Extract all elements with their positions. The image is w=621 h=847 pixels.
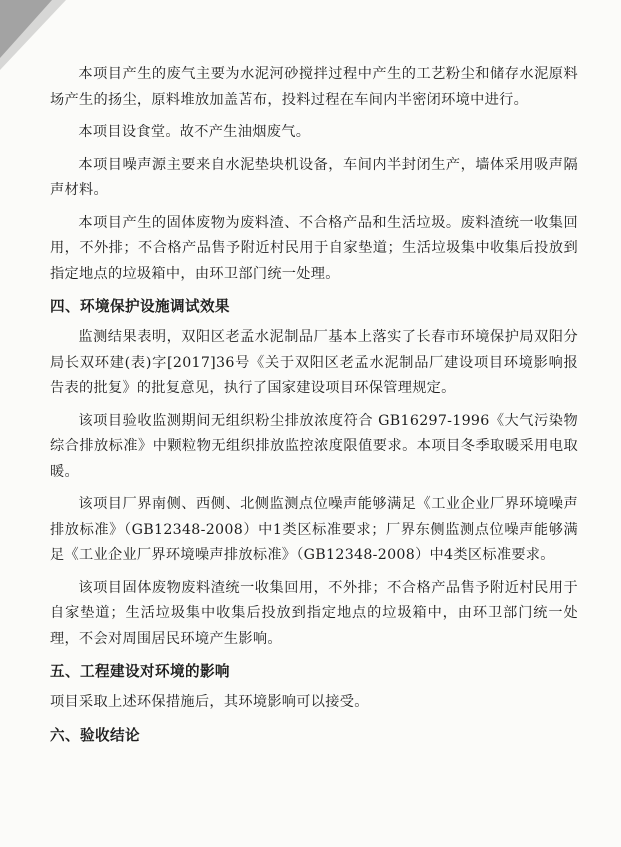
paragraph-noise-source: 本项目噪声源主要来自水泥垫块机设备，车间内半封闭生产，墙体采用吸声隔声材料。 — [50, 156, 578, 198]
document-body — [50, 62, 578, 754]
paragraph-monitoring-result: 监测结果表明，双阳区老孟水泥制品厂基本上落实了长春市环境保护局双阳分局长双环建(表)字[2017]36号《关于双阳区老孟水泥制品厂建设项目环境影响报告表的批复》的批复意见，执行了国家建设项目环保管理规定。 — [50, 329, 578, 396]
paragraph-solid-waste: 本项目产生的固体废物为废料渣、不合格产品和生活垃圾。废料渣统一收集回用，不外排；不合格产品售予附近村民用于自家垫道；生活垃圾集中收集后投放到指定地点的垃圾箱中，由环卫部门统一处理。 — [50, 214, 578, 282]
paragraph-solid-waste-result: 该项目固体废物废料渣统一收集回用，不外排；不合格产品售予附近村民用于自家垫道；生活垃圾集中收集后投放到指定地点的垃圾箱中，由环卫部门统一处理，不会对周围居民环境产生影响。 — [50, 579, 578, 647]
paragraph-canteen: 本项目设食堂。故不产生油烟废气。 — [78, 124, 311, 140]
paragraph-waste-gas: 本项目产生的废气主要为水泥河砂搅拌过程中产生的工艺粉尘和储存水泥原料场产生的扬尘，原料堆放加盖苫布，投料过程在车间内半密闭环境中进行。 — [50, 66, 578, 108]
section-heading-4: 四、环境保护设施调试效果 — [50, 298, 230, 315]
paragraph-impact-acceptable: 项目采取上述环保措施后，其环境影响可以接受。 — [50, 694, 369, 710]
paragraph-dust-emission: 该项目验收监测期间无组织粉尘排放浓度符合 GB16297-1996《大气污染物综合排放标准》中颗粒物无组织排放监控浓度限值要求。本项目冬季取暖采用电取暖。 — [50, 412, 578, 480]
scan-corner-fold — [0, 0, 52, 58]
section-heading-6: 六、验收结论 — [50, 726, 140, 744]
paragraph-noise-standard: 该项目厂界南侧、西侧、北侧监测点位噪声能够满足《工业企业厂界环境噪声排放标准》（GB12348-2008）中1类区标准要求；厂界东侧监测点位噪声能够满足《工业企业厂界环境噪声排放标准》（GB12348-2008）中4类区标准要求。 — [50, 496, 578, 563]
section-heading-5: 五、工程建设对环境的影响 — [50, 663, 230, 680]
